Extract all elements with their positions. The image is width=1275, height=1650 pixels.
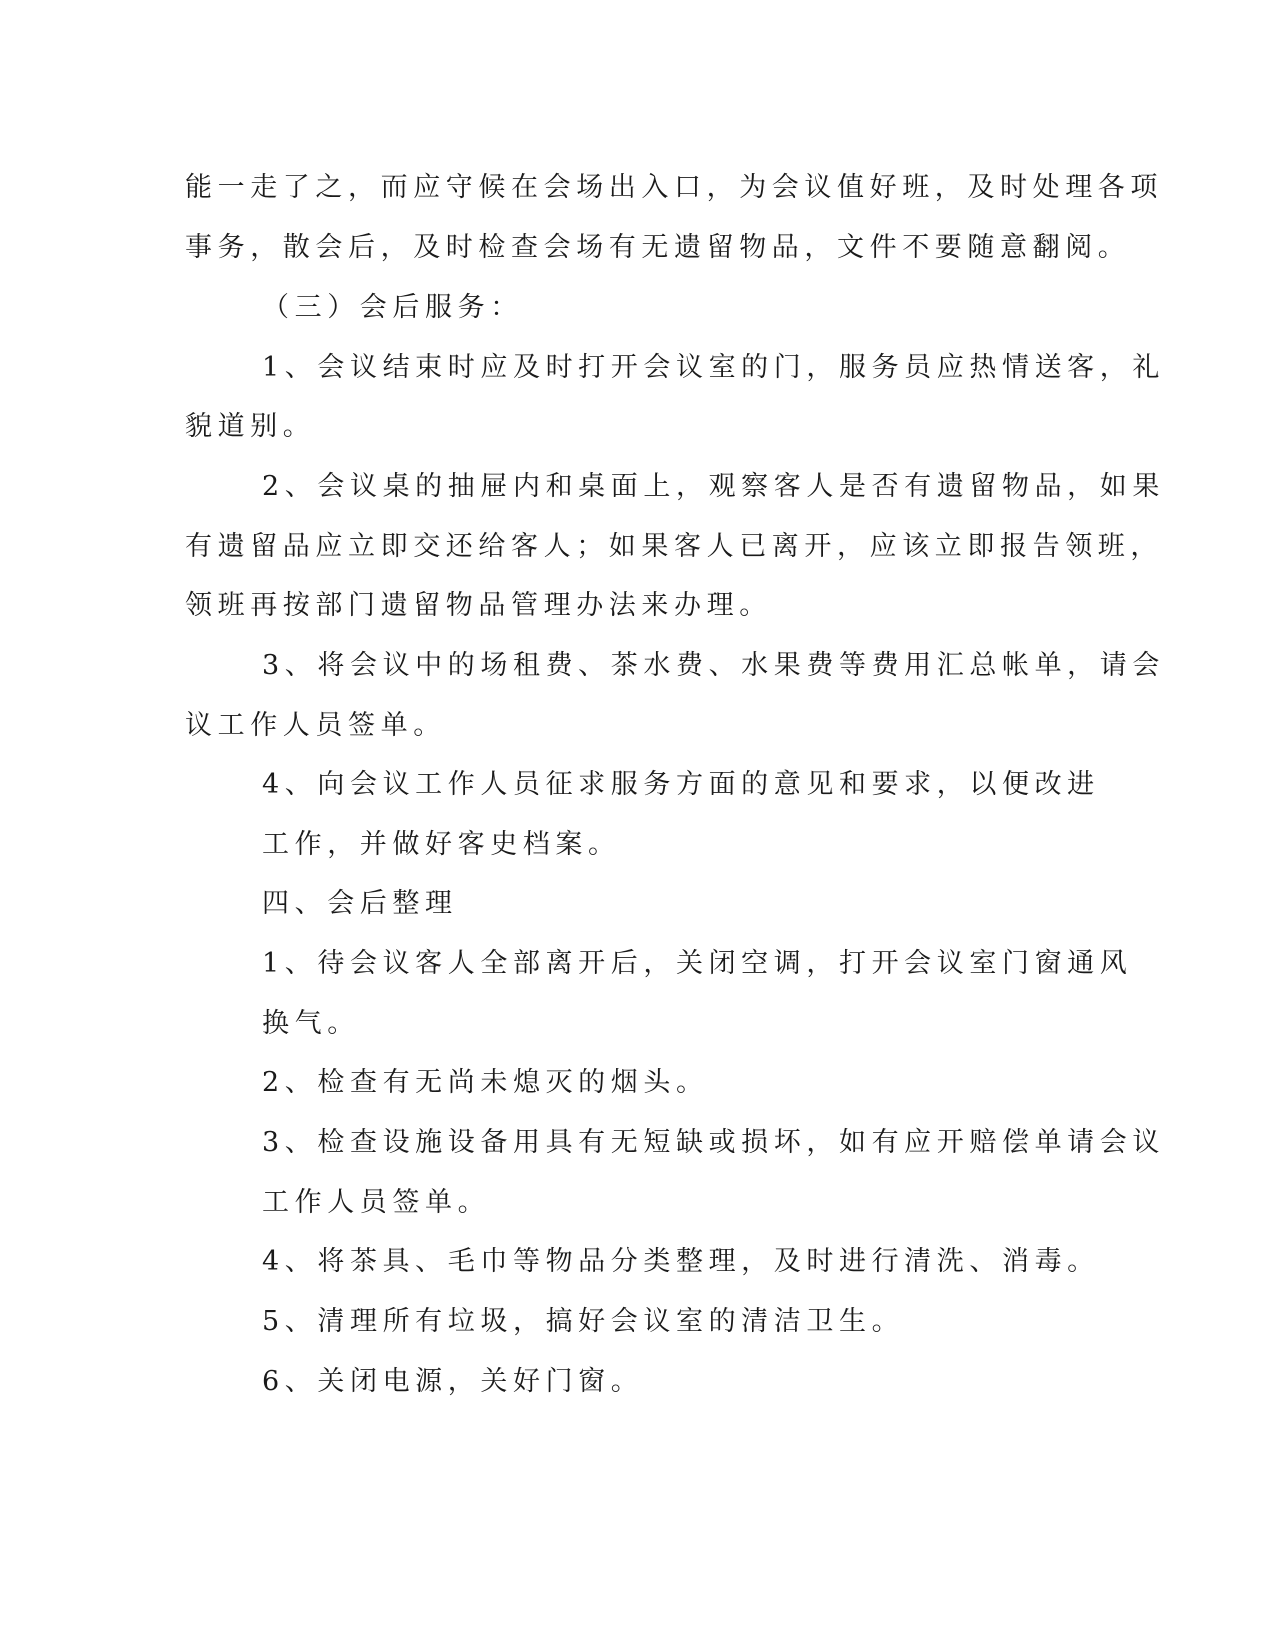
list-item-text: 6、关闭电源，关好门窗。 bbox=[262, 1366, 644, 1397]
list-item-text-continued: 领班再按部门遗留物品管理办法来办理。 bbox=[185, 590, 772, 621]
list-item-text-continued: 议工作人员签单。 bbox=[185, 710, 446, 741]
list-item-text-continued: 貌道别。 bbox=[185, 411, 316, 442]
list-item-text: 3、将会议中的场租费、茶水费、水果费等费用汇总帐单，请会 bbox=[262, 650, 1165, 681]
body-text-line: 能一走了之，而应守候在会场出入口，为会议值好班，及时处理各项 bbox=[185, 172, 1163, 203]
list-item-text-continued: 工作，并做好客史档案。 bbox=[262, 829, 621, 860]
body-text-line: 事务，散会后，及时检查会场有无遗留物品，文件不要随意翻阅。 bbox=[185, 232, 1131, 263]
list-item-text-continued: 工作人员签单。 bbox=[262, 1187, 491, 1218]
list-item-text: 1、待会议客人全部离开后，关闭空调，打开会议室门窗通风 bbox=[262, 948, 1133, 979]
list-item-text: 3、检查设施设备用具有无短缺或损坏，如有应开赔偿单请会议 bbox=[262, 1127, 1165, 1158]
list-item-text: 4、将茶具、毛巾等物品分类整理，及时进行清洗、消毒。 bbox=[262, 1246, 1100, 1277]
list-item-text-continued: 有遗留品应立即交还给客人；如果客人已离开，应该立即报告领班， bbox=[185, 531, 1163, 562]
list-item-text: 1、会议结束时应及时打开会议室的门，服务员应热情送客，礼 bbox=[262, 352, 1165, 383]
list-item-text: 5、清理所有垃圾，搞好会议室的清洁卫生。 bbox=[262, 1306, 905, 1337]
section-heading: （三）会后服务： bbox=[262, 292, 523, 323]
list-item-text: 2、会议桌的抽屉内和桌面上，观察客人是否有遗留物品，如果 bbox=[262, 471, 1165, 502]
list-item-text: 2、检查有无尚未熄灭的烟头。 bbox=[262, 1067, 709, 1098]
list-item-text-continued: 换气。 bbox=[262, 1008, 360, 1039]
list-item-text: 4、向会议工作人员征求服务方面的意见和要求，以便改进 bbox=[262, 769, 1100, 800]
section-heading: 四、会后整理 bbox=[262, 888, 458, 919]
